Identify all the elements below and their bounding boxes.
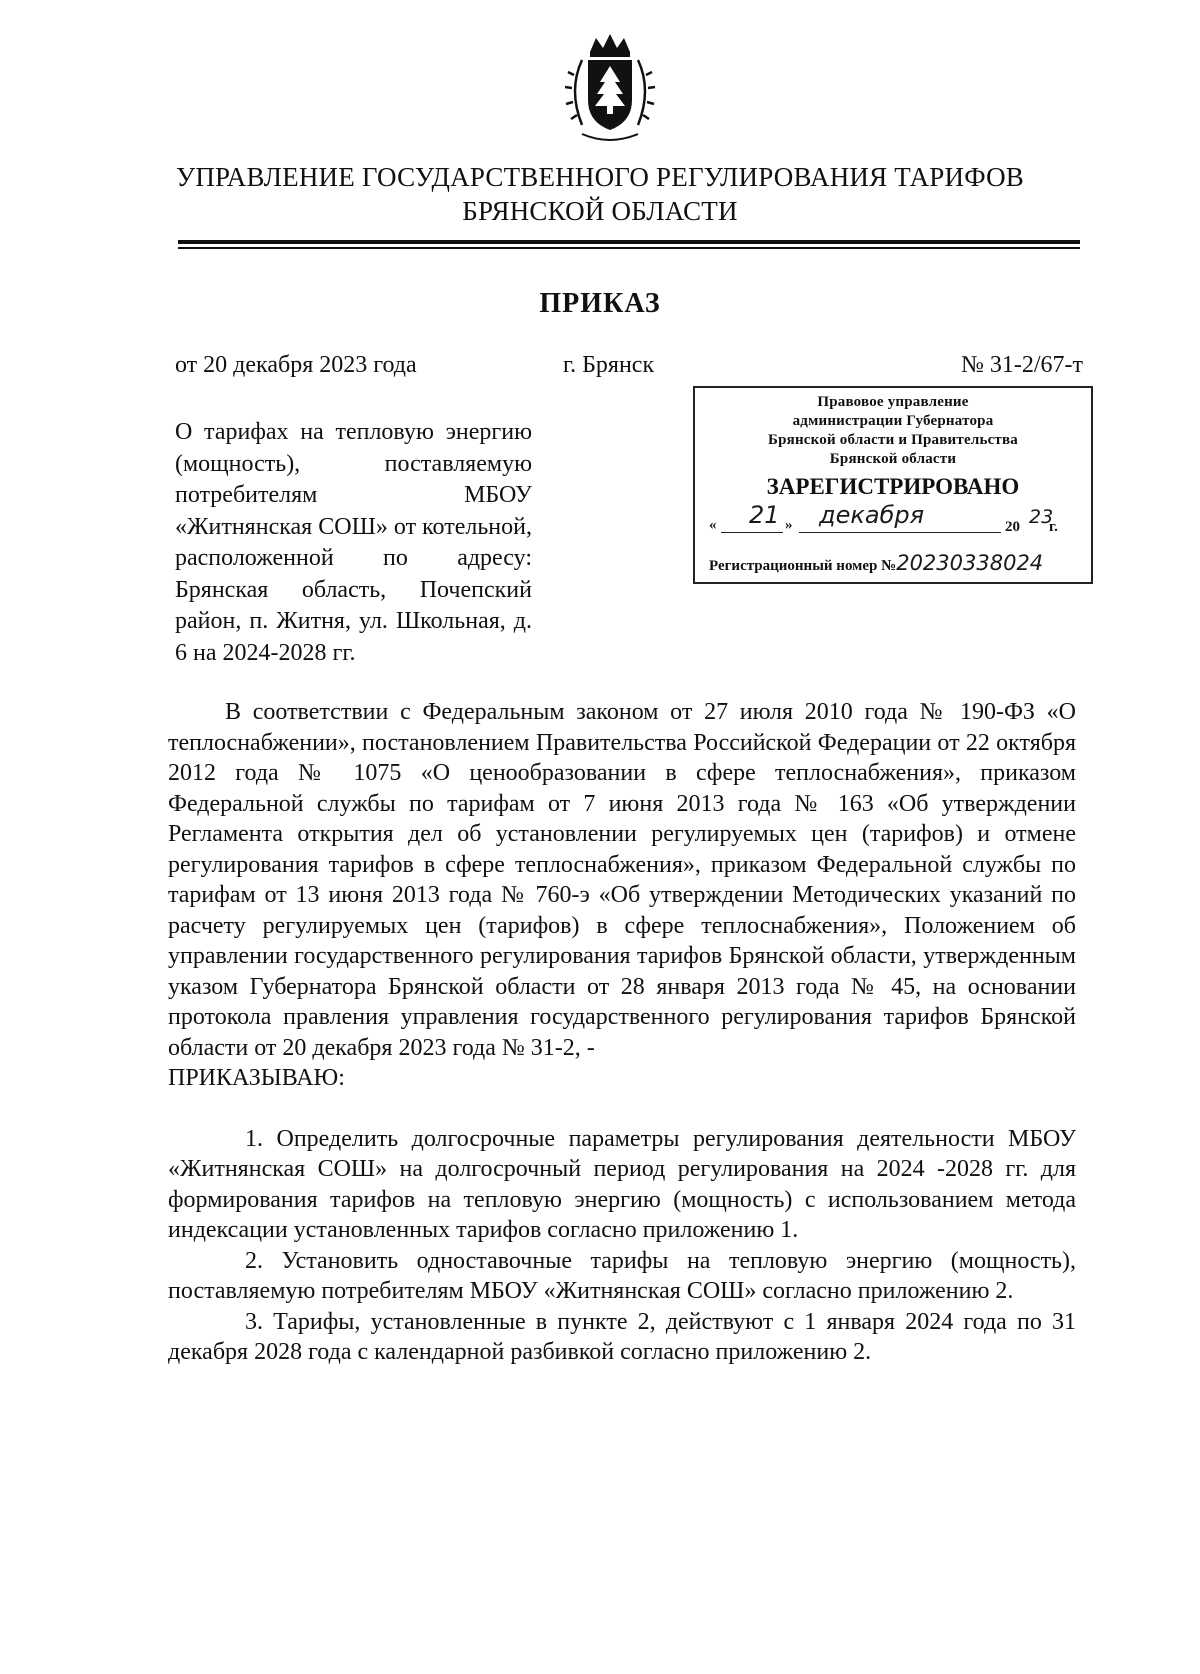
organization-header bbox=[150, 160, 1050, 228]
stamp-year-handwritten: 23 bbox=[1029, 506, 1054, 528]
order-subject: О тарифах на тепловую энергию (мощность), поставляемую потребителям МБОУ «Житнянская СОШ» от котельной, расположенной по адресу: Брянская область, Почепский район, п. Житня, ул. Школьная, д. 6 на 2024-2028 гг. bbox=[175, 419, 532, 666]
header-line-2: БРЯНСКОЙ ОБЛАСТИ bbox=[462, 196, 738, 226]
header-rule-thick bbox=[178, 240, 1080, 244]
order-item-1: 1. Определить долгосрочные параметры регулирования деятельности МБОУ «Житнянская СОШ» на долгосрочный период регулирования на 2024 -2028 гг. для формирования тарифов на тепловую энергию (мощность) с использованием метода индексации установленных тарифов согласно приложению 1. bbox=[168, 1125, 1076, 1243]
preamble-paragraph: В соответствии с Федеральным законом от 27 июля 2010 года № 190-ФЗ «О теплоснабжении», постановлением Правительства Российской Федерации от 22 октября 2012 года № 1075 «О ценообразовании в сфере теплоснабжения», приказом Федеральной службы по тарифам от 7 июня 2013 года № 163 «Об утверждении Регламента открытия дел об установлении регулируемых цен (тарифов) и отмене регулирования тарифов в сфере теплоснабжения», приказом Федеральной службы по тарифам от 13 июня 2013 года № 760-э «Об утверждении Методических указаний по расчету регулируемых цен (тарифов) в сфере теплоснабжения», Положением об управлении государственного регулирования тарифов Брянской области, утвержденным указом Губернатора Брянской области от 28 января 2013 года № 45, на основании протокола правления управления государственного регулирования тарифов Брянской области от 20 декабря 2023 года № 31-2, - bbox=[168, 699, 1076, 1061]
stamp-day-handwritten: 21 bbox=[749, 501, 780, 529]
order-item-3: 3. Тарифы, установленные в пункте 2, действуют с 1 января 2024 года по 31 декабря 2028 года с календарной разбивкой согласно приложению 2. bbox=[168, 1308, 1076, 1365]
registration-stamp bbox=[693, 386, 1093, 584]
document-title: ПРИКАЗ bbox=[539, 288, 661, 319]
stamp-year-prefix: 20 bbox=[1005, 519, 1020, 535]
stamp-org-line-1: Правовое управление bbox=[817, 394, 969, 410]
stamp-reg-number-handwritten: 20230338024 bbox=[896, 551, 1044, 575]
stamp-org-line-2: администрации Губернатора bbox=[792, 413, 994, 429]
quote-open: « bbox=[709, 517, 717, 533]
stamp-reg-line bbox=[709, 551, 1085, 576]
stamp-reg-label: Регистрационный номер № bbox=[709, 558, 897, 574]
header-rule-thin bbox=[178, 247, 1080, 249]
stamp-org-line-4: Брянской области bbox=[829, 451, 957, 467]
order-number: № 31-2/67-т bbox=[960, 352, 1083, 378]
stamp-org-line-3: Брянской области и Правительства bbox=[767, 432, 1019, 448]
day-underline bbox=[721, 532, 783, 533]
stamp-month-handwritten: декабря bbox=[819, 501, 925, 529]
order-item-2: 2. Установить одноставочные тарифы на тепловую энергию (мощность), поставляемую потребителям МБОУ «Житнянская СОШ» согласно приложению 2. bbox=[168, 1247, 1076, 1304]
stamp-registered: ЗАРЕГИСТРИРОВАНО bbox=[766, 474, 1020, 499]
order-word: ПРИКАЗЫВАЮ: bbox=[168, 1065, 345, 1091]
coat-of-arms-icon bbox=[560, 30, 660, 150]
stamp-year-suffix: г. bbox=[1049, 519, 1058, 535]
header-line-1: УПРАВЛЕНИЕ ГОСУДАРСТВЕННОГО РЕГУЛИРОВАНИЯ ТАРИФОВ bbox=[176, 162, 1024, 192]
order-date: от 20 декабря 2023 года bbox=[175, 352, 417, 378]
order-body bbox=[168, 697, 1076, 1368]
quote-close: » bbox=[785, 517, 793, 533]
order-city: г. Брянск bbox=[563, 352, 655, 378]
stamp-date-line bbox=[709, 501, 1081, 542]
month-underline bbox=[799, 532, 1001, 533]
